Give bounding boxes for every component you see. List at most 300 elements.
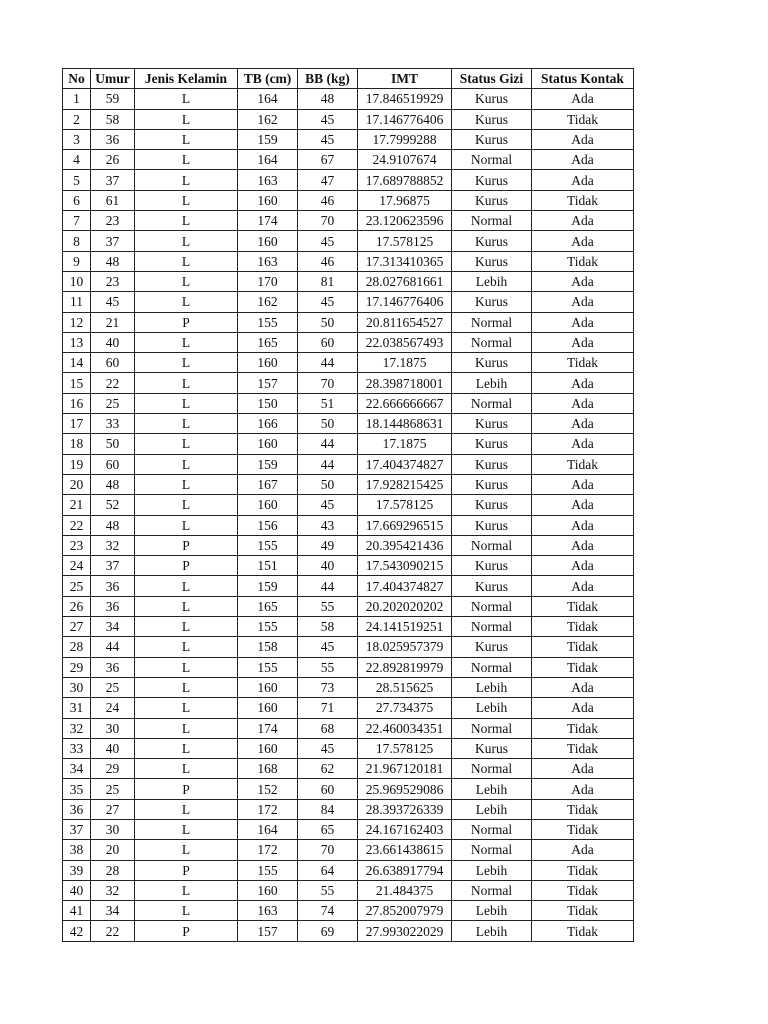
cell-tb: 158 <box>238 637 298 657</box>
cell-imt: 17.578125 <box>358 231 452 251</box>
cell-status-gizi: Lebih <box>452 677 532 697</box>
cell-status-gizi: Kurus <box>452 231 532 251</box>
header-status-gizi: Status Gizi <box>452 69 532 89</box>
cell-status-gizi: Kurus <box>452 434 532 454</box>
cell-tb: 163 <box>238 170 298 190</box>
cell-jenis-kelamin: L <box>135 698 238 718</box>
cell-jenis-kelamin: L <box>135 637 238 657</box>
cell-umur: 22 <box>91 373 135 393</box>
cell-tb: 150 <box>238 393 298 413</box>
cell-tb: 164 <box>238 150 298 170</box>
cell-imt: 17.578125 <box>358 738 452 758</box>
cell-tb: 160 <box>238 880 298 900</box>
cell-bb: 65 <box>298 819 358 839</box>
cell-tb: 170 <box>238 271 298 291</box>
cell-jenis-kelamin: L <box>135 617 238 637</box>
cell-status-gizi: Kurus <box>452 576 532 596</box>
cell-umur: 40 <box>91 738 135 758</box>
cell-no: 6 <box>63 190 91 210</box>
cell-status-kontak: Ada <box>532 170 634 190</box>
cell-tb: 165 <box>238 596 298 616</box>
cell-bb: 81 <box>298 271 358 291</box>
cell-imt: 17.1875 <box>358 434 452 454</box>
cell-tb: 165 <box>238 332 298 352</box>
cell-umur: 36 <box>91 657 135 677</box>
cell-jenis-kelamin: L <box>135 515 238 535</box>
cell-imt: 24.167162403 <box>358 819 452 839</box>
cell-no: 30 <box>63 677 91 697</box>
cell-imt: 25.969529086 <box>358 779 452 799</box>
cell-bb: 50 <box>298 312 358 332</box>
cell-bb: 45 <box>298 738 358 758</box>
cell-status-gizi: Normal <box>452 211 532 231</box>
table-row <box>63 556 634 576</box>
cell-jenis-kelamin: P <box>135 921 238 941</box>
cell-jenis-kelamin: L <box>135 231 238 251</box>
cell-status-gizi: Kurus <box>452 190 532 210</box>
table-row <box>63 576 634 596</box>
cell-no: 16 <box>63 393 91 413</box>
cell-umur: 40 <box>91 332 135 352</box>
cell-status-kontak: Tidak <box>532 799 634 819</box>
cell-imt: 17.543090215 <box>358 556 452 576</box>
cell-status-kontak: Ada <box>532 89 634 109</box>
cell-umur: 22 <box>91 921 135 941</box>
cell-umur: 24 <box>91 698 135 718</box>
cell-no: 35 <box>63 779 91 799</box>
cell-jenis-kelamin: L <box>135 211 238 231</box>
cell-bb: 74 <box>298 901 358 921</box>
cell-bb: 44 <box>298 454 358 474</box>
cell-umur: 23 <box>91 271 135 291</box>
cell-umur: 59 <box>91 89 135 109</box>
cell-status-kontak: Tidak <box>532 251 634 271</box>
table-row <box>63 109 634 129</box>
cell-umur: 29 <box>91 759 135 779</box>
cell-jenis-kelamin: L <box>135 150 238 170</box>
cell-imt: 27.734375 <box>358 698 452 718</box>
table-row <box>63 738 634 758</box>
cell-status-gizi: Normal <box>452 596 532 616</box>
cell-tb: 166 <box>238 414 298 434</box>
cell-tb: 155 <box>238 312 298 332</box>
cell-imt: 28.398718001 <box>358 373 452 393</box>
cell-status-gizi: Lebih <box>452 921 532 941</box>
table-row <box>63 231 634 251</box>
cell-bb: 68 <box>298 718 358 738</box>
cell-umur: 36 <box>91 129 135 149</box>
cell-umur: 37 <box>91 231 135 251</box>
cell-jenis-kelamin: L <box>135 799 238 819</box>
cell-umur: 48 <box>91 251 135 271</box>
cell-umur: 37 <box>91 170 135 190</box>
cell-status-gizi: Kurus <box>452 556 532 576</box>
table-row <box>63 921 634 941</box>
cell-umur: 34 <box>91 617 135 637</box>
cell-no: 28 <box>63 637 91 657</box>
cell-no: 18 <box>63 434 91 454</box>
cell-no: 14 <box>63 353 91 373</box>
table-row <box>63 495 634 515</box>
cell-bb: 50 <box>298 414 358 434</box>
cell-status-gizi: Normal <box>452 150 532 170</box>
cell-bb: 55 <box>298 657 358 677</box>
cell-status-kontak: Tidak <box>532 190 634 210</box>
cell-umur: 32 <box>91 535 135 555</box>
cell-imt: 20.395421436 <box>358 535 452 555</box>
cell-bb: 51 <box>298 393 358 413</box>
cell-bb: 46 <box>298 251 358 271</box>
cell-umur: 32 <box>91 880 135 900</box>
cell-status-gizi: Kurus <box>452 170 532 190</box>
cell-bb: 62 <box>298 759 358 779</box>
cell-status-kontak: Ada <box>532 312 634 332</box>
cell-tb: 159 <box>238 129 298 149</box>
cell-no: 27 <box>63 617 91 637</box>
cell-tb: 167 <box>238 474 298 494</box>
cell-jenis-kelamin: L <box>135 718 238 738</box>
cell-no: 2 <box>63 109 91 129</box>
cell-status-gizi: Lebih <box>452 373 532 393</box>
cell-tb: 174 <box>238 211 298 231</box>
cell-status-gizi: Normal <box>452 819 532 839</box>
cell-jenis-kelamin: P <box>135 860 238 880</box>
cell-jenis-kelamin: L <box>135 109 238 129</box>
cell-bb: 40 <box>298 556 358 576</box>
cell-status-gizi: Normal <box>452 759 532 779</box>
table-row <box>63 596 634 616</box>
table-row <box>63 901 634 921</box>
cell-jenis-kelamin: L <box>135 170 238 190</box>
cell-status-kontak: Tidak <box>532 596 634 616</box>
cell-bb: 73 <box>298 677 358 697</box>
cell-jenis-kelamin: L <box>135 576 238 596</box>
table-header-row <box>63 69 634 89</box>
cell-jenis-kelamin: L <box>135 292 238 312</box>
cell-jenis-kelamin: L <box>135 332 238 352</box>
cell-imt: 21.967120181 <box>358 759 452 779</box>
cell-no: 26 <box>63 596 91 616</box>
cell-status-gizi: Kurus <box>452 251 532 271</box>
cell-bb: 60 <box>298 779 358 799</box>
cell-status-kontak: Ada <box>532 129 634 149</box>
table-row <box>63 840 634 860</box>
cell-umur: 36 <box>91 596 135 616</box>
table-row <box>63 454 634 474</box>
cell-status-kontak: Ada <box>532 495 634 515</box>
cell-imt: 23.661438615 <box>358 840 452 860</box>
cell-jenis-kelamin: L <box>135 393 238 413</box>
cell-umur: 52 <box>91 495 135 515</box>
cell-imt: 17.404374827 <box>358 454 452 474</box>
cell-status-kontak: Ada <box>532 474 634 494</box>
cell-imt: 17.689788852 <box>358 170 452 190</box>
cell-bb: 67 <box>298 150 358 170</box>
cell-status-gizi: Kurus <box>452 454 532 474</box>
table-row <box>63 657 634 677</box>
cell-umur: 61 <box>91 190 135 210</box>
cell-status-kontak: Ada <box>532 373 634 393</box>
data-table <box>62 68 634 942</box>
cell-status-kontak: Ada <box>532 434 634 454</box>
header-jenis-kelamin: Jenis Kelamin <box>135 69 238 89</box>
cell-imt: 24.141519251 <box>358 617 452 637</box>
cell-tb: 160 <box>238 677 298 697</box>
cell-status-kontak: Ada <box>532 393 634 413</box>
cell-jenis-kelamin: L <box>135 819 238 839</box>
cell-tb: 160 <box>238 738 298 758</box>
table-row <box>63 414 634 434</box>
cell-tb: 164 <box>238 819 298 839</box>
cell-umur: 21 <box>91 312 135 332</box>
cell-tb: 160 <box>238 495 298 515</box>
cell-status-kontak: Tidak <box>532 819 634 839</box>
cell-umur: 23 <box>91 211 135 231</box>
cell-jenis-kelamin: L <box>135 251 238 271</box>
cell-status-gizi: Kurus <box>452 89 532 109</box>
cell-no: 24 <box>63 556 91 576</box>
cell-tb: 152 <box>238 779 298 799</box>
header-bb: BB (kg) <box>298 69 358 89</box>
cell-bb: 46 <box>298 190 358 210</box>
cell-no: 19 <box>63 454 91 474</box>
cell-bb: 84 <box>298 799 358 819</box>
cell-umur: 26 <box>91 150 135 170</box>
cell-bb: 71 <box>298 698 358 718</box>
cell-bb: 58 <box>298 617 358 637</box>
table-row <box>63 292 634 312</box>
cell-status-kontak: Tidak <box>532 880 634 900</box>
table-row <box>63 677 634 697</box>
cell-bb: 44 <box>298 353 358 373</box>
cell-status-gizi: Normal <box>452 718 532 738</box>
cell-bb: 44 <box>298 576 358 596</box>
cell-no: 25 <box>63 576 91 596</box>
cell-tb: 172 <box>238 840 298 860</box>
cell-imt: 20.202020202 <box>358 596 452 616</box>
cell-status-kontak: Tidak <box>532 860 634 880</box>
cell-tb: 157 <box>238 921 298 941</box>
cell-imt: 17.146776406 <box>358 292 452 312</box>
cell-imt: 22.666666667 <box>358 393 452 413</box>
cell-no: 29 <box>63 657 91 677</box>
cell-umur: 45 <box>91 292 135 312</box>
cell-imt: 26.638917794 <box>358 860 452 880</box>
cell-status-kontak: Tidak <box>532 617 634 637</box>
cell-status-gizi: Normal <box>452 332 532 352</box>
cell-no: 3 <box>63 129 91 149</box>
cell-no: 4 <box>63 150 91 170</box>
cell-tb: 156 <box>238 515 298 535</box>
cell-status-gizi: Lebih <box>452 698 532 718</box>
cell-umur: 33 <box>91 414 135 434</box>
cell-jenis-kelamin: L <box>135 373 238 393</box>
cell-status-kontak: Ada <box>532 150 634 170</box>
cell-imt: 22.460034351 <box>358 718 452 738</box>
header-tb: TB (cm) <box>238 69 298 89</box>
header-status-kontak: Status Kontak <box>532 69 634 89</box>
cell-no: 11 <box>63 292 91 312</box>
cell-imt: 17.846519929 <box>358 89 452 109</box>
cell-jenis-kelamin: L <box>135 434 238 454</box>
cell-status-kontak: Tidak <box>532 718 634 738</box>
cell-status-gizi: Lebih <box>452 799 532 819</box>
cell-status-gizi: Kurus <box>452 292 532 312</box>
cell-imt: 28.515625 <box>358 677 452 697</box>
cell-no: 21 <box>63 495 91 515</box>
cell-imt: 17.7999288 <box>358 129 452 149</box>
cell-no: 23 <box>63 535 91 555</box>
cell-umur: 34 <box>91 901 135 921</box>
table-row <box>63 718 634 738</box>
cell-bb: 50 <box>298 474 358 494</box>
cell-bb: 55 <box>298 880 358 900</box>
cell-status-gizi: Kurus <box>452 129 532 149</box>
cell-imt: 17.928215425 <box>358 474 452 494</box>
cell-status-kontak: Tidak <box>532 454 634 474</box>
cell-status-kontak: Tidak <box>532 901 634 921</box>
cell-imt: 22.892819979 <box>358 657 452 677</box>
cell-tb: 160 <box>238 190 298 210</box>
cell-no: 17 <box>63 414 91 434</box>
cell-jenis-kelamin: L <box>135 596 238 616</box>
cell-status-kontak: Tidak <box>532 353 634 373</box>
cell-umur: 50 <box>91 434 135 454</box>
cell-status-kontak: Ada <box>532 779 634 799</box>
cell-no: 1 <box>63 89 91 109</box>
cell-umur: 30 <box>91 819 135 839</box>
cell-imt: 20.811654527 <box>358 312 452 332</box>
cell-status-kontak: Ada <box>532 698 634 718</box>
cell-status-gizi: Lebih <box>452 779 532 799</box>
cell-status-kontak: Ada <box>532 535 634 555</box>
cell-tb: 174 <box>238 718 298 738</box>
cell-imt: 27.852007979 <box>358 901 452 921</box>
cell-no: 5 <box>63 170 91 190</box>
cell-imt: 17.146776406 <box>358 109 452 129</box>
cell-status-kontak: Ada <box>532 556 634 576</box>
cell-jenis-kelamin: L <box>135 190 238 210</box>
cell-tb: 163 <box>238 251 298 271</box>
cell-tb: 155 <box>238 535 298 555</box>
cell-imt: 18.144868631 <box>358 414 452 434</box>
table-row <box>63 251 634 271</box>
cell-no: 15 <box>63 373 91 393</box>
table-row <box>63 779 634 799</box>
cell-bb: 45 <box>298 292 358 312</box>
cell-umur: 48 <box>91 474 135 494</box>
cell-no: 38 <box>63 840 91 860</box>
cell-tb: 160 <box>238 353 298 373</box>
cell-imt: 28.027681661 <box>358 271 452 291</box>
table-row <box>63 332 634 352</box>
cell-umur: 27 <box>91 799 135 819</box>
cell-status-gizi: Kurus <box>452 109 532 129</box>
cell-jenis-kelamin: L <box>135 901 238 921</box>
cell-umur: 20 <box>91 840 135 860</box>
table-row <box>63 698 634 718</box>
cell-status-kontak: Ada <box>532 840 634 860</box>
cell-imt: 17.404374827 <box>358 576 452 596</box>
cell-status-gizi: Lebih <box>452 271 532 291</box>
cell-tb: 151 <box>238 556 298 576</box>
cell-bb: 45 <box>298 231 358 251</box>
table-row <box>63 353 634 373</box>
cell-umur: 60 <box>91 454 135 474</box>
cell-status-gizi: Kurus <box>452 738 532 758</box>
cell-status-gizi: Normal <box>452 312 532 332</box>
cell-tb: 172 <box>238 799 298 819</box>
cell-no: 9 <box>63 251 91 271</box>
cell-bb: 48 <box>298 89 358 109</box>
cell-jenis-kelamin: L <box>135 495 238 515</box>
cell-tb: 162 <box>238 292 298 312</box>
cell-tb: 157 <box>238 373 298 393</box>
cell-jenis-kelamin: P <box>135 556 238 576</box>
cell-imt: 22.038567493 <box>358 332 452 352</box>
table-row <box>63 819 634 839</box>
cell-jenis-kelamin: L <box>135 89 238 109</box>
cell-no: 36 <box>63 799 91 819</box>
cell-no: 8 <box>63 231 91 251</box>
table-row <box>63 515 634 535</box>
cell-bb: 49 <box>298 535 358 555</box>
cell-jenis-kelamin: L <box>135 738 238 758</box>
table-row <box>63 129 634 149</box>
cell-status-gizi: Normal <box>452 617 532 637</box>
cell-imt: 23.120623596 <box>358 211 452 231</box>
cell-status-gizi: Normal <box>452 880 532 900</box>
cell-umur: 25 <box>91 677 135 697</box>
cell-umur: 25 <box>91 779 135 799</box>
cell-status-gizi: Kurus <box>452 474 532 494</box>
table-row <box>63 474 634 494</box>
cell-imt: 17.313410365 <box>358 251 452 271</box>
cell-jenis-kelamin: P <box>135 535 238 555</box>
cell-status-gizi: Kurus <box>452 515 532 535</box>
cell-tb: 160 <box>238 434 298 454</box>
cell-no: 22 <box>63 515 91 535</box>
cell-jenis-kelamin: L <box>135 474 238 494</box>
cell-status-kontak: Tidak <box>532 637 634 657</box>
cell-jenis-kelamin: L <box>135 454 238 474</box>
cell-jenis-kelamin: L <box>135 657 238 677</box>
cell-jenis-kelamin: L <box>135 677 238 697</box>
cell-no: 33 <box>63 738 91 758</box>
cell-tb: 155 <box>238 860 298 880</box>
cell-imt: 21.484375 <box>358 880 452 900</box>
cell-status-kontak: Ada <box>532 414 634 434</box>
table-row <box>63 393 634 413</box>
cell-status-kontak: Tidak <box>532 109 634 129</box>
table-body <box>63 89 634 941</box>
cell-tb: 155 <box>238 617 298 637</box>
table-row <box>63 617 634 637</box>
cell-umur: 28 <box>91 860 135 880</box>
table-row <box>63 535 634 555</box>
cell-umur: 37 <box>91 556 135 576</box>
cell-umur: 48 <box>91 515 135 535</box>
cell-jenis-kelamin: P <box>135 779 238 799</box>
cell-no: 13 <box>63 332 91 352</box>
cell-umur: 36 <box>91 576 135 596</box>
header-no: No <box>63 69 91 89</box>
table-row <box>63 150 634 170</box>
cell-bb: 45 <box>298 129 358 149</box>
table-row <box>63 637 634 657</box>
cell-status-gizi: Normal <box>452 535 532 555</box>
cell-umur: 58 <box>91 109 135 129</box>
